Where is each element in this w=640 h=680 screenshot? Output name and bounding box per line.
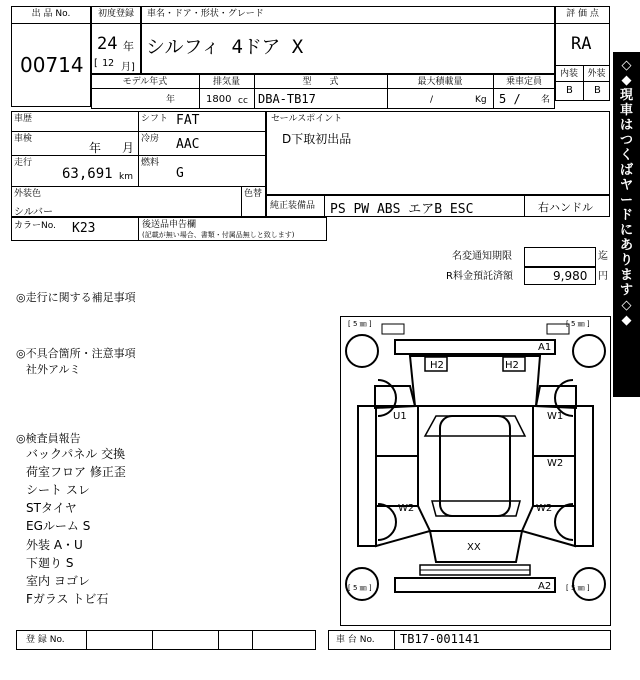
type-label: 型 式: [302, 77, 339, 87]
lot-number-divider: [11, 23, 91, 24]
exterior-color-label: 外装色: [14, 189, 42, 199]
inspection-month-unit: 月: [122, 141, 135, 155]
max-load-separator: /: [430, 95, 434, 105]
inspector-item-6: 外装 A・U: [26, 538, 83, 552]
exterior-label: 外装: [587, 69, 606, 79]
damage-mark-h2-left: H2: [430, 360, 444, 371]
tire-depth-rear-left: [ 5 ㎜ ]: [348, 584, 372, 592]
recycle-label: R料金預託済額: [446, 271, 513, 282]
equipment-col-2: [524, 195, 525, 217]
inspector-item-1: バックパネル 交換: [26, 447, 126, 461]
equipment-label: 純正装備品: [270, 201, 316, 211]
inspection-year-unit: 年: [89, 141, 102, 155]
grade-divider: [555, 23, 610, 24]
fuel: G: [176, 166, 184, 181]
model-year-unit: 年: [166, 95, 176, 105]
first-registration-year: 24: [97, 34, 118, 54]
inspector-title: ◎検査員報告: [16, 432, 81, 445]
rear-bumper: [395, 578, 555, 592]
grade-label: 評 価 点: [566, 9, 599, 19]
damage-mark-a1: A1: [538, 342, 552, 353]
registration-col-4: [252, 630, 253, 650]
capacity: 5 /: [499, 92, 521, 106]
specs-divider: [91, 88, 555, 89]
post-report-note: (記載が無い場合、書類・付属品無しと致します): [142, 231, 295, 239]
capacity-unit: 名: [541, 95, 551, 105]
first-registration-month-open: [: [94, 58, 98, 69]
chassis-col: [394, 630, 395, 650]
equipment: PS PW ABS エアB ESC: [330, 202, 474, 217]
car-name-label: 車名・ドア・形状・グレード: [147, 9, 264, 19]
damage-mark-a2: A2: [538, 581, 552, 592]
color-no: K23: [72, 221, 96, 236]
name-change-field: [524, 247, 596, 267]
shift-label: シフト: [141, 114, 169, 124]
details-row-3: [11, 186, 266, 187]
mileage-label: 走行: [14, 158, 33, 168]
first-registration-month: 12: [102, 58, 115, 69]
car-name: シルフィ 4ドア X: [146, 36, 304, 58]
lot-number-label: 出 品 No.: [31, 9, 71, 19]
exterior-grade: B: [594, 85, 601, 96]
capacity-label: 乗車定員: [505, 77, 542, 87]
sales-point: D下取初出品: [282, 132, 352, 146]
tire-grid-fl: [382, 324, 404, 334]
recycle-unit: 円: [598, 271, 608, 282]
repaint-col: [241, 186, 242, 217]
displacement-unit: cc: [238, 96, 248, 106]
sales-point-label: セールスポイント: [271, 114, 343, 124]
driving-notes-title: ◎走行に関する補足事項: [16, 291, 136, 304]
inspector-item-3: シート スレ: [26, 483, 90, 497]
registration-label: 登 録 No.: [26, 635, 65, 645]
name-change-unit: 迄: [598, 251, 608, 262]
registration-col-3: [218, 630, 219, 650]
post-report-label: 後送品申告欄: [142, 220, 197, 230]
lot-number: 00714: [20, 53, 84, 77]
interior-grade: B: [566, 85, 573, 96]
repaint-label: 色替: [244, 189, 263, 199]
first-registration-label: 初度登録: [97, 9, 134, 19]
inspector-item-7: 下廻り S: [26, 556, 74, 570]
mileage: 63,691: [62, 166, 113, 182]
details-row-2: [11, 155, 266, 156]
side-body-right: [575, 406, 593, 546]
inspector-item-5: EGルーム S: [26, 519, 91, 533]
first-registration-month-unit: 月]: [121, 62, 135, 73]
exterior-color: シルバー: [14, 207, 54, 218]
car-name-divider: [141, 23, 555, 24]
ac: AAC: [176, 137, 200, 152]
damage-mark-w2-mid: W2: [547, 458, 564, 469]
first-registration-year-unit: 年: [123, 40, 134, 53]
color-no-label: カラーNo.: [14, 221, 56, 231]
tire-front-left: [346, 335, 378, 367]
damage-mark-w2-right: W2: [536, 503, 553, 514]
location-banner: [613, 52, 640, 397]
defect-item: 社外アルミ: [26, 363, 81, 376]
tire-depth-front-right: [ 5 ㎜ ]: [566, 320, 590, 328]
defects-title: ◎不具合箇所・注意事項: [16, 347, 136, 360]
ac-label: 冷房: [141, 134, 160, 144]
vehicle-type: DBA-TB17: [258, 92, 316, 106]
name-change-label: 名変通知期限: [452, 251, 512, 262]
details-left-col: [138, 111, 139, 186]
inspector-item-2: 荷室フロア 修正歪: [26, 465, 126, 479]
damage-mark-xx: XX: [467, 542, 481, 553]
chassis-number: TB17-001141: [400, 632, 480, 646]
diagram-frame: [341, 317, 611, 626]
mileage-unit: km: [119, 172, 133, 182]
tire-depth-rear-right: [ 5 ㎜ ]: [566, 584, 590, 592]
arch-rear-right: [555, 504, 573, 540]
arch-rear-left: [378, 504, 396, 540]
first-registration-divider: [91, 23, 141, 24]
max-load-unit: Kg: [475, 95, 487, 105]
front-bumper: [395, 340, 555, 354]
tire-front-right: [573, 335, 605, 367]
location-banner-text: ◇ ◆ 現 車 は つ く ば ヤ ー ド に あ り ま す ◇ ◆: [619, 58, 633, 328]
steering: 右ハンドル: [538, 201, 593, 214]
registration-col-1: [86, 630, 87, 650]
history-label: 車歴: [14, 114, 33, 124]
chassis-label: 車 台 No.: [336, 635, 375, 645]
fuel-label: 燃料: [141, 158, 160, 168]
max-load-label: 最大積載量: [417, 77, 463, 87]
damage-mark-w2-left: W2: [398, 503, 415, 514]
color-no-col: [138, 217, 139, 241]
car-damage-diagram: [340, 316, 611, 626]
recycle-amount: 9,980: [553, 269, 588, 283]
side-body-left: [358, 406, 376, 546]
inspection-label: 車検: [14, 134, 33, 144]
displacement: 1800: [206, 94, 232, 105]
shift: FAT: [176, 113, 200, 128]
damage-mark-u1: U1: [393, 411, 407, 422]
inspector-item-9: Fガラス トビ石: [26, 592, 109, 606]
grade-score: RA: [571, 34, 592, 54]
model-year-label: モデル年式: [122, 77, 168, 87]
door-rear-left: [376, 456, 418, 506]
inspector-item-4: STタイヤ: [26, 501, 77, 515]
damage-mark-h2-right: H2: [505, 360, 519, 371]
tire-depth-front-left: [ 5 ㎜ ]: [348, 320, 372, 328]
registration-col-2: [152, 630, 153, 650]
interior-label: 内装: [559, 69, 578, 79]
equipment-col-1: [324, 195, 325, 217]
inspector-item-8: 室内 ヨゴレ: [26, 574, 90, 588]
displacement-label: 排気量: [212, 77, 240, 87]
details-row-1: [11, 131, 266, 132]
damage-mark-w1: W1: [547, 411, 564, 422]
